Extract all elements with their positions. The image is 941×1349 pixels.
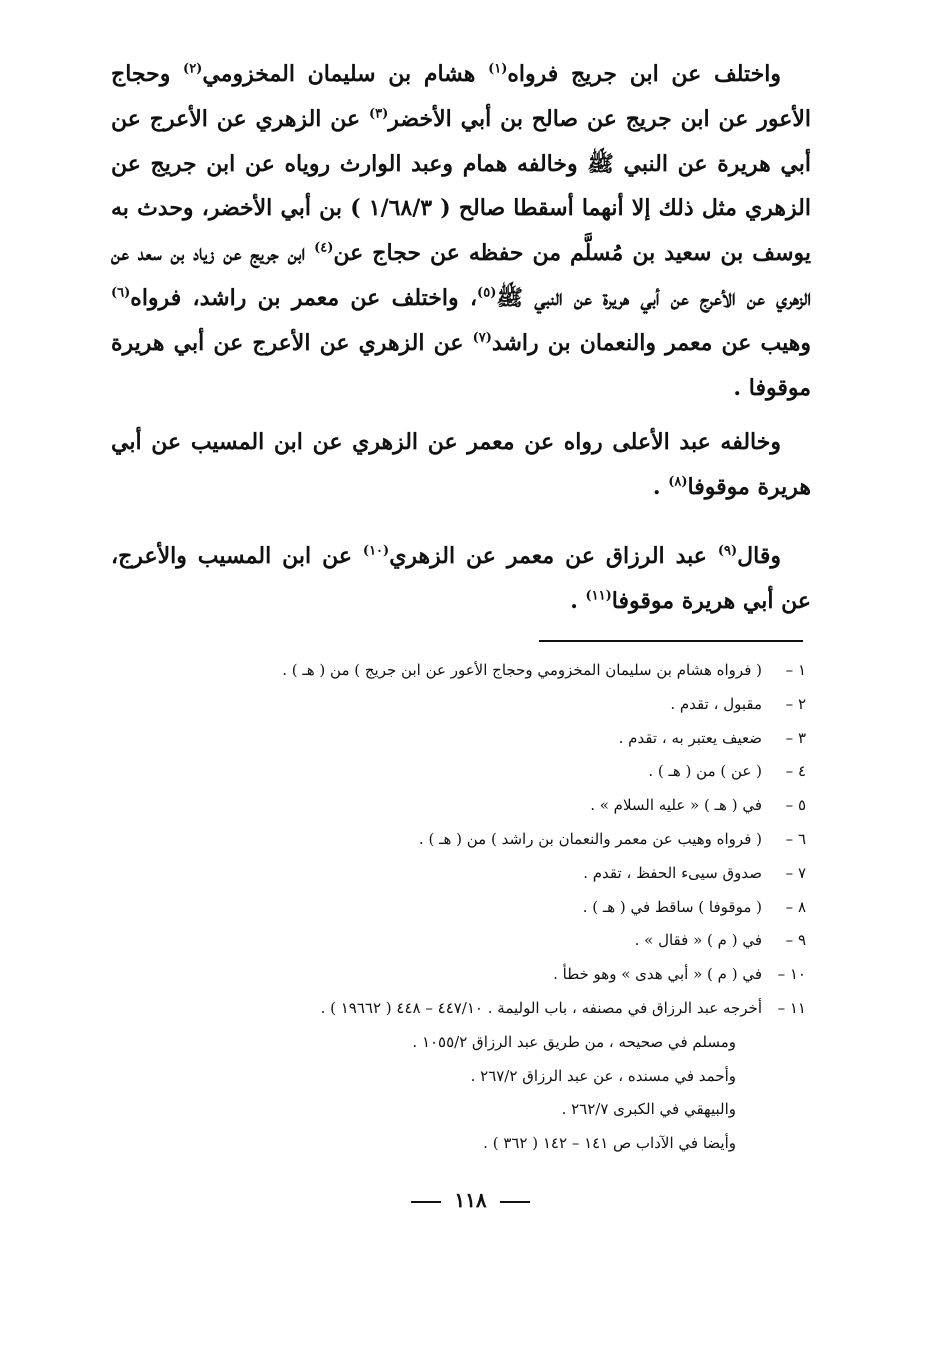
- footnote-number: ٤ –: [785, 762, 806, 781]
- footnote-number: ١١ –: [777, 998, 806, 1017]
- footnote-ref: (٨): [668, 474, 688, 490]
- footnote-number: ١ –: [785, 661, 806, 679]
- paragraph-3: [111, 534, 811, 624]
- footnote-ref: (٩): [717, 543, 738, 559]
- footnote-ref: (٢): [183, 61, 203, 77]
- folio-dash: [411, 1201, 441, 1203]
- footnote-11-continuation: وأيضا في الآداب ص ١٤١ – ١٤٢ ( ٣٦٢ ) .: [483, 1134, 736, 1153]
- footnote-ref: (١): [488, 61, 508, 77]
- text-run: ، واختلف عن معمر بن راشد، فرواه: [130, 284, 478, 311]
- footnote-8: [106, 891, 806, 925]
- footnote-number: ٢ –: [785, 694, 806, 713]
- footnote-ref: (١٠): [362, 543, 390, 559]
- footnote-ref: (٣): [369, 106, 389, 122]
- footnote-4: [106, 755, 806, 789]
- footnote-2: [106, 688, 806, 722]
- footnote-ref: (٦): [111, 285, 131, 301]
- footnote-text: ضعيف يعتبر به ، تقدم .: [618, 728, 762, 747]
- text-run: .: [652, 474, 669, 501]
- footnote-text: ( عن ) من ( هـ ) .: [648, 762, 762, 781]
- main-text: [111, 52, 811, 624]
- footnote-11: [106, 992, 806, 1026]
- footnote-text: في ( هـ ) « عليه السلام » .: [590, 796, 762, 815]
- text-run: .: [570, 587, 586, 614]
- footnote-number: ٧ –: [785, 863, 806, 882]
- footnote-number: ٩ –: [785, 931, 806, 950]
- footnote-text: ( فرواه هشام بن سليمان المخزومي وحجاج الأعور عن ابن جريج ) من ( هـ ) .: [282, 661, 762, 679]
- footnote-number: ٨ –: [785, 897, 806, 916]
- footnote-10: [106, 958, 806, 992]
- text-run: عبد الرزاق عن معمر عن الزهري: [389, 542, 718, 569]
- footnote-text: في ( م ) « أبي هدى » وهو خطأ .: [553, 965, 762, 984]
- footnote-11-continuation: وأحمد في مسنده ، عن عبد الرزاق ٢٦٧/٢ .: [470, 1066, 736, 1085]
- footnote-number: ٥ –: [785, 796, 806, 815]
- footnote-text: صدوق سيىء الحفظ ، تقدم .: [583, 863, 762, 882]
- text-run: وقال: [737, 542, 781, 569]
- text-run: عن ابن المسيب والأعرج، عن أبي هريرة موقوفا: [111, 542, 811, 614]
- footnote-text: مقبول ، تقدم .: [670, 694, 762, 713]
- footnote-7: [106, 857, 806, 891]
- text-run: وحجاج الأعور عن ابن جريج عن صالح بن أبي الأخضر: [111, 61, 811, 132]
- footnote-1: [106, 654, 806, 688]
- footnote-ref: (٧): [472, 330, 492, 346]
- page-number-footer: [0, 1188, 941, 1212]
- paragraph-2: [111, 420, 811, 510]
- footnote-number: ٣ –: [785, 728, 806, 747]
- footnote-text: في ( م ) « فقال » .: [634, 931, 762, 950]
- text-run: وهيب عن معمر والنعمان بن راشد: [491, 329, 811, 356]
- text-run: واختلف عن ابن جريج فرواه: [507, 61, 781, 87]
- footnote-text: أخرجه عبد الرزاق في مصنفه ، باب الوليمة . ٤٤٧/١٠ – ٤٤٨ ( ١٩٦٦٢ ) .: [320, 998, 762, 1017]
- text-run: هشام بن سليمان المخزومي: [202, 61, 489, 87]
- footnote-number: ١٠ –: [777, 965, 806, 984]
- footnote-3: [106, 722, 806, 756]
- folio-dash: [500, 1201, 530, 1203]
- footnote-11-continuation: ومسلم في صحيحه ، من طريق عبد الرزاق ١٠٥٥/٢ .: [412, 1032, 736, 1051]
- text-run: ابن جريج عن زياد بن سعد عن الزهري عن الأعرج عن أبي هريرة عن النبي ﷺ: [111, 240, 811, 311]
- footnote-text: ( موقوفا ) ساقط في ( هـ ) .: [582, 897, 762, 916]
- footnote-5: [106, 789, 806, 823]
- footnote-separator: [539, 640, 803, 642]
- footnote-text: ( فرواه وهيب عن معمر والنعمان بن راشد ) من ( هـ ) .: [418, 829, 762, 848]
- footnote-ref: (١١): [585, 588, 612, 604]
- footnote-6: [106, 823, 806, 857]
- text-run: وخالفه عبد الأعلى رواه عن معمر عن الزهري عن ابن المسيب عن أبي هريرة موقوفا: [111, 429, 811, 501]
- text-run: عن الزهري عن الأعرج عن أبي هريرة عن النبي ﷺ وخالفه همام وعبد الوارث روياه عن ابن جريج عن الزهري مثل ذلك إلا أنهما أسقطا صالح ( ١/٦٨/٣ ) بن أبي الأخضر، وحدث به يوسف بن سعيد بن مُسلَّم من حفظه عن حجاج عن: [111, 105, 811, 267]
- text-run: عن الزهري عن الأعرج عن أبي هريرة موقوفا .: [111, 329, 811, 401]
- footnotes: [106, 654, 806, 1161]
- page-number: ١١٨: [454, 1188, 487, 1212]
- footnote-11-continuation: والبيهقي في الكبرى ٢٦٢/٧ .: [561, 1100, 736, 1119]
- footnote-9: [106, 924, 806, 958]
- footnote-ref: (٥): [477, 285, 497, 301]
- footnote-number: ٦ –: [785, 829, 806, 848]
- footnote-ref: (٤): [314, 240, 334, 256]
- paragraph-1: [111, 52, 811, 410]
